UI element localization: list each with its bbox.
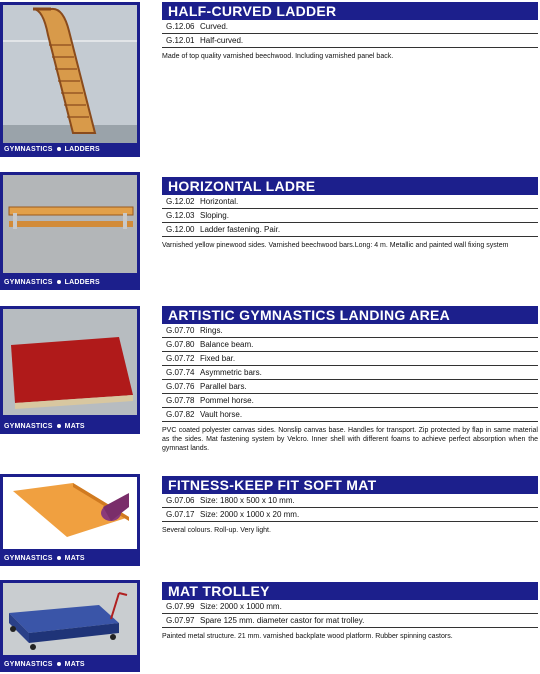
- item-row: G.07.82 Vault horse.: [162, 408, 538, 422]
- fitness-mat-photo: [3, 477, 137, 549]
- item-row: G.07.99 Size: 2000 x 1000 mm.: [162, 600, 538, 614]
- item-row: G.12.00 Ladder fastening. Pair.: [162, 223, 538, 237]
- product-details: [162, 2, 538, 61]
- product-photo-panel: [0, 580, 140, 672]
- item-row: G.12.01 Half-curved.: [162, 34, 538, 48]
- category-caption: GYMNASTICS LADDERS: [4, 279, 100, 286]
- product-title: ARTISTIC GYMNASTICS LANDING AREA: [162, 306, 538, 324]
- product-details: [162, 476, 538, 535]
- item-row: G.07.76 Parallel bars.: [162, 380, 538, 394]
- product-title: HORIZONTAL LADRE: [162, 177, 538, 195]
- product-photo-panel: [0, 172, 140, 290]
- product-title: FITNESS-KEEP FIT SOFT MAT: [162, 476, 538, 494]
- product-description: Painted metal structure. 21 mm. varnished backplate wood platform. Rubber spinning castors.: [162, 633, 453, 640]
- item-row: G.07.97 Spare 125 mm. diameter castor for mat trolley.: [162, 614, 538, 628]
- item-row: G.07.72 Fixed bar.: [162, 352, 538, 366]
- item-row: G.12.02 Horizontal.: [162, 195, 538, 209]
- product-photo-panel: [0, 474, 140, 566]
- product-details: [162, 306, 538, 453]
- category-caption: GYMNASTICS MATS: [4, 423, 85, 430]
- category-caption: GYMNASTICS LADDERS: [4, 146, 100, 153]
- category-caption: GYMNASTICS MATS: [4, 555, 85, 562]
- product-description: PVC coated polyester canvas sides. Nonslip canvas base. Handles for transport. Zip protected by flap in same material as the sides. Mat fastening system by Velcro. Inner shell with different foams to achieve perfect absorption when the gymnast lands.: [162, 427, 538, 452]
- ladder-photo: [3, 5, 137, 143]
- product-details: [162, 582, 538, 641]
- item-row: G.07.70 Rings.: [162, 324, 538, 338]
- product-title: MAT TROLLEY: [162, 582, 538, 600]
- product-description: Several colours. Roll-up. Very light.: [162, 527, 271, 534]
- item-row: G.07.80 Balance beam.: [162, 338, 538, 352]
- product-description: Made of top quality varnished beechwood. Including varnished panel back.: [162, 53, 394, 60]
- item-row: G.12.03 Sloping.: [162, 209, 538, 223]
- product-details: [162, 177, 538, 250]
- product-title: HALF-CURVED LADDER: [162, 2, 538, 20]
- item-row: G.12.06 Curved.: [162, 20, 538, 34]
- category-caption: GYMNASTICS MATS: [4, 661, 85, 668]
- product-description: Varnished yellow pinewood sides. Varnished beechwood bars.Long: 4 m. Metallic and painted wall fixing system: [162, 242, 509, 249]
- product-photo-panel: [0, 2, 140, 157]
- landing-mat-photo: [3, 309, 137, 415]
- item-row: G.07.78 Pommel horse.: [162, 394, 538, 408]
- mat-trolley-photo: [3, 583, 137, 655]
- item-row: G.07.74 Asymmetric bars.: [162, 366, 538, 380]
- horizontal-ladder-photo: [3, 175, 137, 273]
- item-row: G.07.17 Size: 2000 x 1000 x 20 mm.: [162, 508, 538, 522]
- item-row: G.07.06 Size: 1800 x 500 x 10 mm.: [162, 494, 538, 508]
- product-photo-panel: [0, 306, 140, 434]
